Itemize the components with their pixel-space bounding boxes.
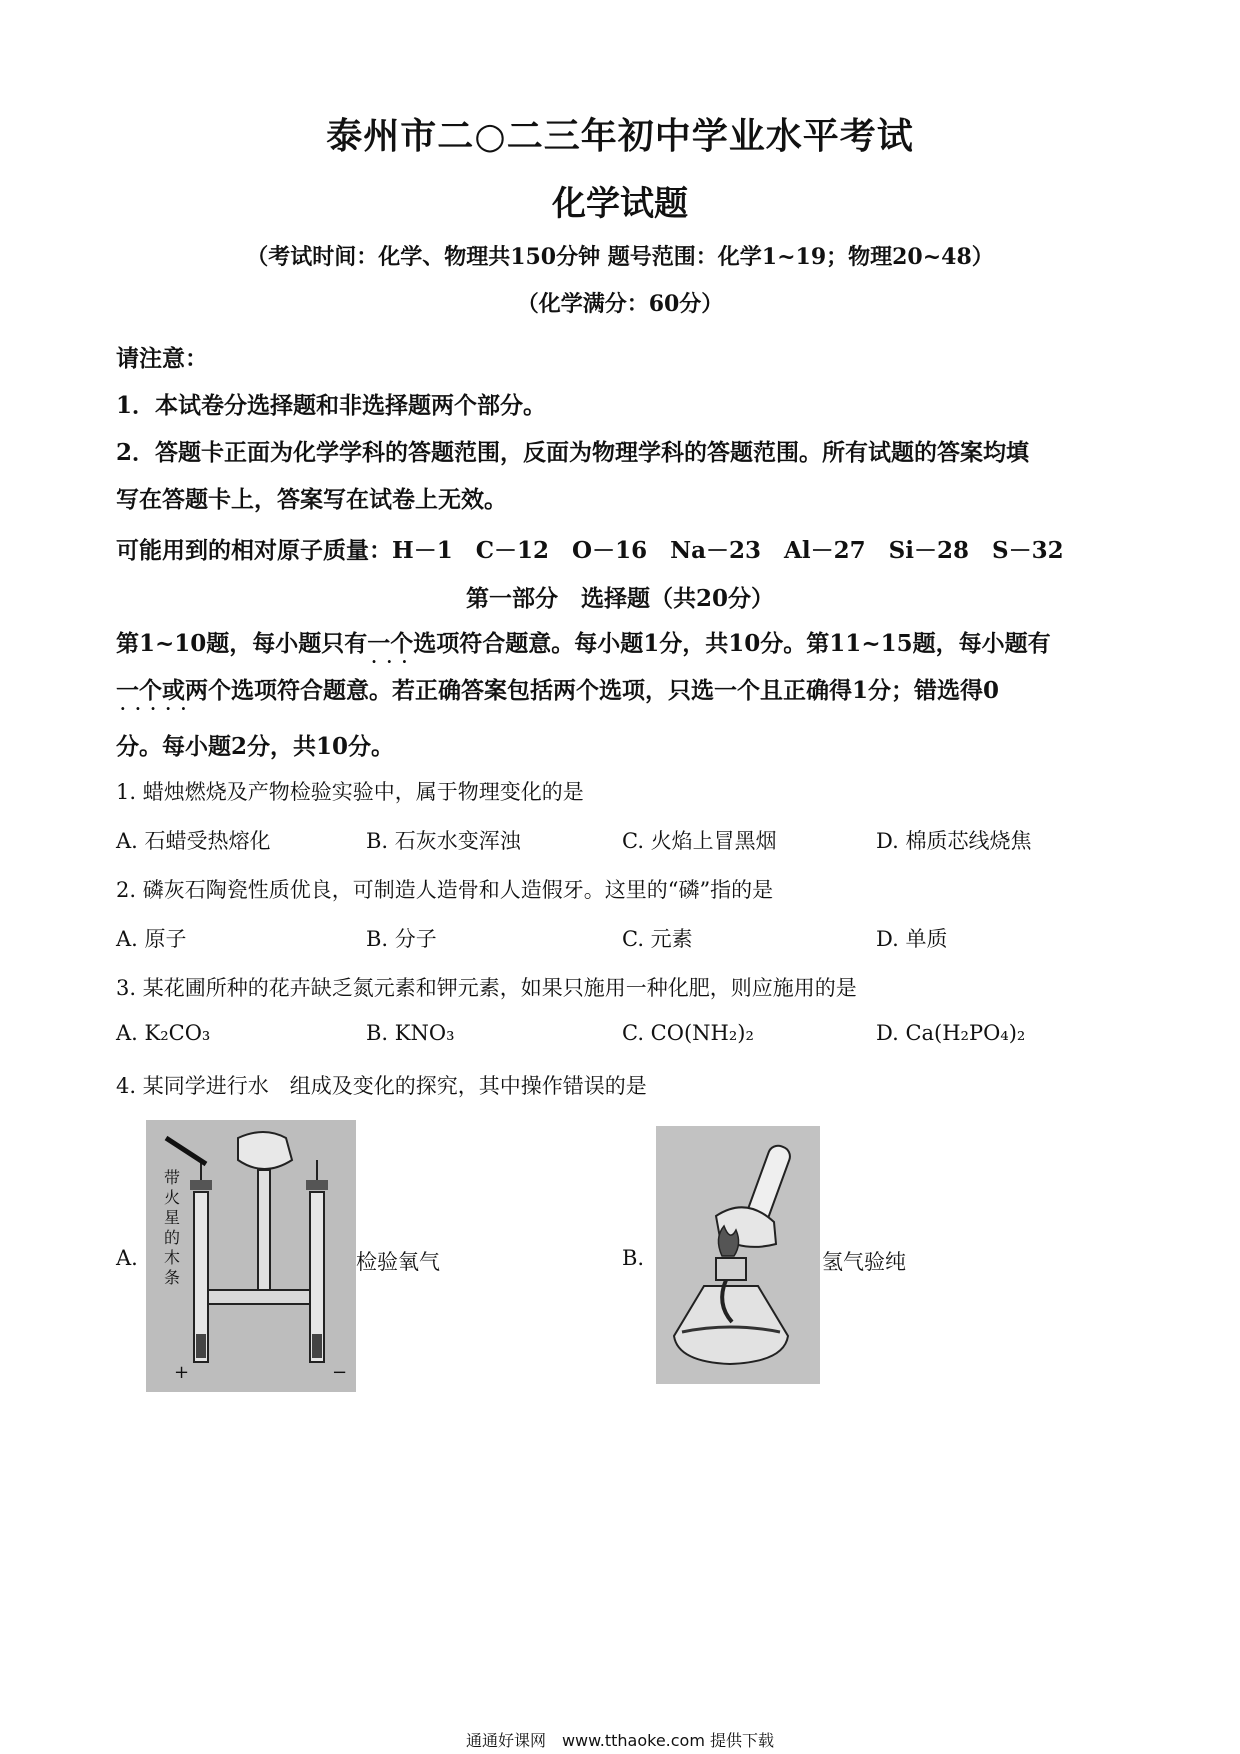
electrolysis-apparatus-figure	[146, 1120, 356, 1392]
notice-item-2-line-1: 2．答题卡正面为化学学科的答题范围，反面为物理学科的答题范围。所有试题的答案均填	[116, 439, 1030, 466]
exam-time-info: （考试时间：化学、物理共150分钟 题号范围：化学1~19；物理20~48）	[246, 244, 994, 270]
option: C. CO(NH₂)₂	[622, 1021, 754, 1045]
notice-item-1: 1．本试卷分选择题和非选择题两个部分。	[116, 392, 547, 419]
svg-text:+: +	[174, 1362, 190, 1383]
question-2-options	[116, 923, 1126, 953]
option: C. 元素	[622, 927, 693, 951]
page-footer: 通通好课网 www.tthaoke.com 提供下载	[465, 1731, 775, 1750]
question-4-stem: 4. 某同学进行水 组成及变化的探究，其中操作错误的是	[116, 1074, 647, 1098]
emphasis-one: 一个 · · ·	[367, 630, 413, 657]
exam-title: 泰州市二○二三年初中学业水平考试	[326, 115, 914, 157]
option: D. Ca(H₂PO₄)₂	[876, 1021, 1026, 1045]
figure-text-wooden-splint: 带火星的木条	[164, 1168, 181, 1287]
hydrogen-purity-test-figure	[656, 1126, 820, 1384]
question-1-stem: 1. 蜡烛燃烧及产物检验实验中，属于物理变化的是	[116, 780, 584, 804]
instructions-text-a: 第1~10题，每小题只有	[116, 630, 368, 657]
option: A. K₂CO₃	[116, 1021, 211, 1045]
question-1-options	[116, 825, 1126, 855]
figure-b-letter: B.	[622, 1246, 645, 1270]
notice-item-2-line-2: 写在答题卡上，答案写在试卷上无效。	[116, 486, 507, 513]
question-2-stem: 2. 磷灰石陶瓷性质优良，可制造人造骨和人造假牙。这里的“磷”指的是	[116, 878, 774, 902]
atomic-masses: 可能用到的相对原子质量：H－1 C－12 O－16 Na－23 Al－27 Si－28 S－32	[116, 537, 1064, 564]
svg-text:−: −	[332, 1362, 348, 1383]
figure-b-caption: 氢气验纯	[822, 1250, 906, 1274]
option: D. 棉质芯线烧焦	[876, 829, 1032, 853]
option: A. 石蜡受热熔化	[116, 829, 271, 853]
instructions-text-b: 选项符合题意。每小题1分，共10分。第11~15题，每小题有	[413, 630, 1051, 657]
figure-a-caption: 检验氧气	[356, 1250, 440, 1274]
hydrogen-purity-drawing	[656, 1126, 820, 1384]
instructions-line-2	[116, 672, 999, 705]
instructions-line-3: 分。每小题2分，共10分。	[116, 733, 395, 760]
section-heading: 第一部分 选择题（共20分）	[465, 585, 774, 612]
instructions-text-c: 选项符合题意。若正确答案包括两个选项，只选一个且正确得1分；错选得0	[231, 677, 1000, 704]
full-score-info: （化学满分：60分）	[516, 291, 724, 317]
option: B. 分子	[366, 927, 437, 951]
figure-a-letter: A.	[116, 1246, 138, 1270]
question-3-stem: 3. 某花圃所种的花卉缺乏氮元素和钾元素，如果只施用一种化肥，则应施用的是	[116, 976, 857, 1000]
option: A. 原子	[116, 927, 187, 951]
option: D. 单质	[876, 927, 948, 951]
notice-heading: 请注意：	[116, 345, 208, 372]
option: B. KNO₃	[366, 1021, 455, 1045]
question-3-options	[116, 1021, 1126, 1051]
instructions-line-1	[116, 625, 1051, 658]
option: C. 火焰上冒黑烟	[622, 829, 777, 853]
exam-subtitle: 化学试题	[552, 184, 688, 224]
option: B. 石灰水变浑浊	[366, 829, 521, 853]
emphasis-one-or-two: 一个或两个 · · ·	[116, 677, 231, 704]
